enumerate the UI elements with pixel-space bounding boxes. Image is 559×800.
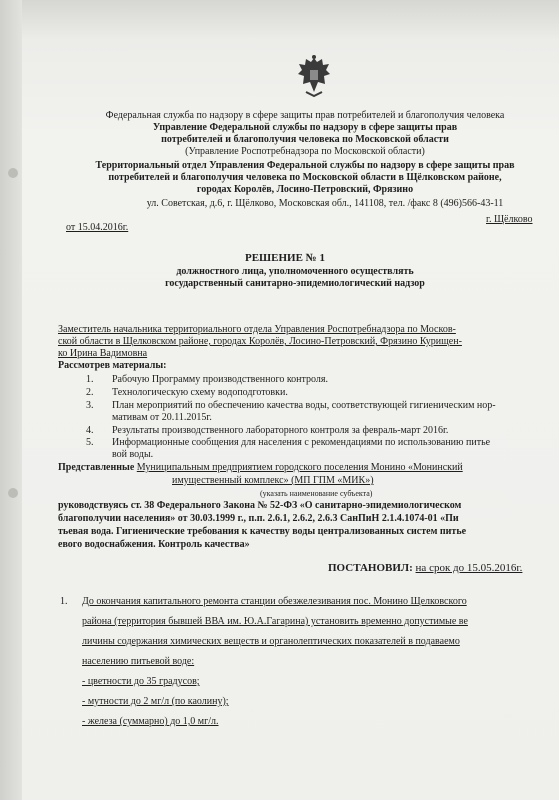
guided-line-2: благополучии населения» от 30.03.1999 г., п.п. 2.6.1, 2.6.2, 2.6.3 СанПиН 2.1.4.1074-01 «Пи (58, 513, 459, 524)
materials-heading: Рассмотрев материалы: (58, 360, 167, 371)
department-address: ул. Советская, д.6, г. Щёлково, Московская обл., 141108, тел. /факс 8 (496)566-43-11 (146, 198, 504, 209)
directorate-line-2: потребителей и благополучия человека по Московской области (161, 134, 449, 145)
decree-item-number: 1. (60, 596, 68, 607)
material-item (86, 387, 288, 399)
material-item (86, 437, 490, 449)
material-item-number: 4. (86, 425, 94, 436)
decree-item-1-line-1 (60, 596, 467, 608)
material-item-number: 2. (86, 387, 94, 398)
decision-subtitle-line-2: государственный санитарно-эпидемиологический надзор (165, 278, 425, 289)
represented-entity: Муниципальным предприятием городского поселения Монино «Монинский (136, 462, 463, 473)
document-city: г. Щёлково (486, 214, 533, 225)
scan-edge-shadow (0, 0, 22, 800)
punch-hole (8, 488, 18, 498)
material-item-text: Результаты производственного лабораторного контроля за февраль-март 2016г. (112, 425, 449, 436)
material-item-number: 1. (86, 374, 94, 385)
department-line-2: потребителей и благополучия человека по Московской области в Щёлковском районе, (108, 172, 502, 183)
material-item-number: 3. (86, 400, 94, 411)
material-item-text: План мероприятий по обеспечению качества воды, соответствующей гигиеническим нор- (112, 400, 496, 411)
material-item-number: 5. (86, 437, 94, 448)
material-item (86, 425, 448, 437)
department-line-1: Территориальный отдел Управления Федеральной службы по надзору в сфере защиты прав (95, 160, 515, 171)
guided-line-1: руководствуясь ст. 38 Федерального Закона № 52-ФЗ «О санитарно-эпидемиологическом (58, 500, 462, 511)
punch-hole (8, 168, 18, 178)
decree-item-1-line-4: населению питьевой воде: (82, 656, 195, 667)
material-item (86, 374, 328, 386)
official-line-2: ской области в Щелковском районе, городах Королёв, Лосино-Петровский, Фрязино Курищен- (58, 336, 462, 347)
decree-item-1-line-2: района (территория бывшей ВВА им. Ю.А.Гагарина) установить временно допустимые ве (82, 616, 468, 627)
document-date: от 15.04.2016г. (66, 222, 129, 233)
material-item-text: Рабочую Программу производственного контроля. (112, 374, 328, 385)
decree-label: ПОСТАНОВИЛ: (328, 562, 413, 574)
limit-item: - железа (суммарно) до 1,0 мг/л. (82, 716, 219, 727)
coat-of-arms-emblem (296, 54, 332, 98)
decree-term: на срок до 15.05.2016г. (415, 562, 523, 574)
agency-name: Федеральная служба по надзору в сфере защиты прав потребителей и благополучия человека (105, 110, 505, 121)
guided-line-3: тьевая вода. Гигиенические требования к качеству воды централизованных систем питье (58, 526, 467, 537)
decree-item-text: До окончания капитального ремонта станции обезжелезивания пос. Монино Щелковского (82, 596, 467, 607)
limit-item: - мутности до 2 мг/л (по каолину); (82, 696, 229, 707)
material-item (86, 400, 496, 412)
decree-line (328, 562, 522, 574)
decision-title: РЕШЕНИЕ № 1 (245, 252, 325, 264)
official-line-1: Заместитель начальника территориального отдела Управления Роспотребнадзора по Москов- (58, 324, 456, 335)
material-item-continuation (86, 449, 153, 461)
department-line-3: городах Королёв, Лосино-Петровский, Фрязино (196, 184, 414, 195)
limit-item: - цветности до 35 градусов; (82, 676, 200, 687)
represented-label: Представленные (58, 462, 135, 473)
material-item-text: Информационные сообщения для населения с рекомендациями по использованию питье (112, 437, 491, 448)
directorate-short-name: (Управление Роспотребнадзора по Московской области) (185, 146, 425, 157)
material-item-text: Технологическую схему водоподготовки. (112, 387, 288, 398)
represented-caption: (указать наименование субъекта) (260, 489, 373, 498)
material-item-text: вой воды. (112, 449, 154, 460)
material-item-text: мативам от 20.11.2015г. (112, 412, 212, 423)
decision-subtitle-line-1: должностного лица, уполномоченного осуществлять (176, 266, 414, 277)
decree-item-1-line-3: личины содержания химических веществ и органолептических показателей в подаваемо (82, 636, 460, 647)
directorate-line-1: Управление Федеральной службы по надзору в сфере защиты прав (152, 122, 458, 133)
guided-line-4: евого водоснабжения. Контроль качества» (58, 539, 250, 550)
represented-line-1 (58, 462, 463, 474)
official-line-3: ко Ирина Вадимовна (58, 348, 148, 359)
represented-entity-line-2: имущественный комплекс» (МП ГПМ «МИК») (172, 475, 374, 486)
material-item-continuation (86, 412, 212, 424)
